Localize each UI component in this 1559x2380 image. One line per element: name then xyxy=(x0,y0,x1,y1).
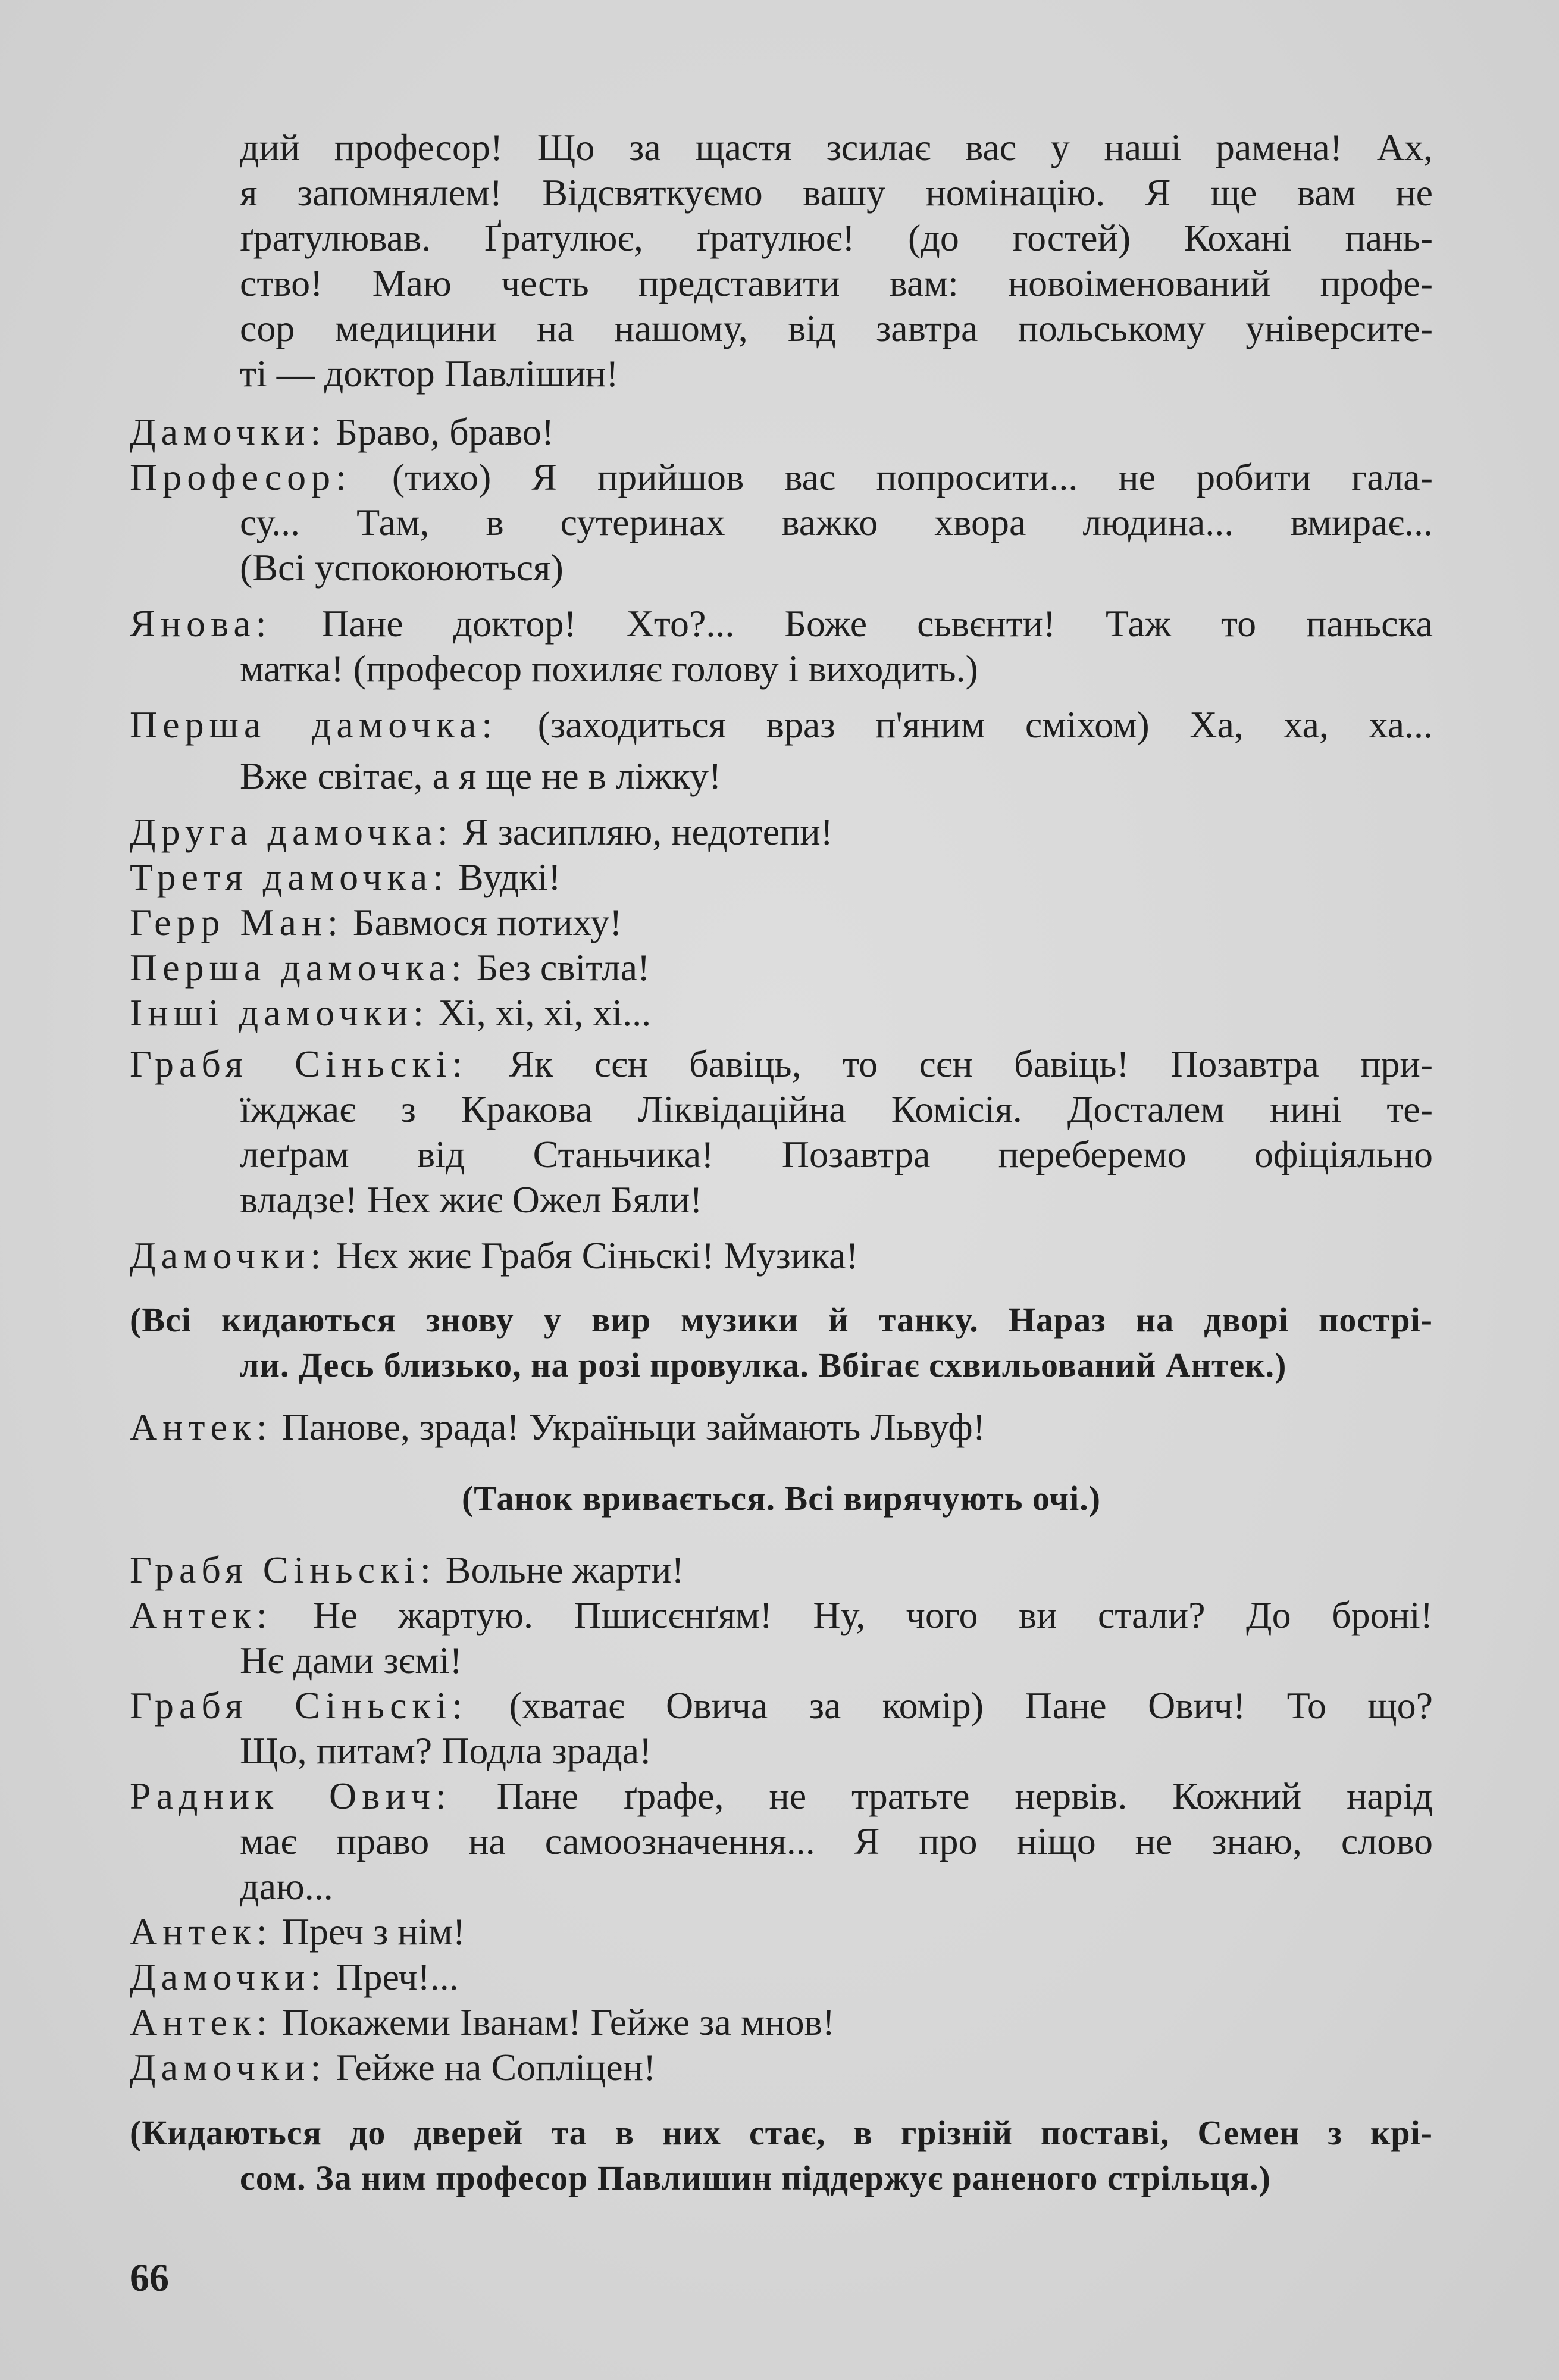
speech: Пане доктор! Хто?... Боже сьвєнти! Таж то паньска xyxy=(321,602,1433,645)
dialogue-line xyxy=(130,2045,656,2090)
speech: Нєх жиє Грабя Сіньскі! Музика! xyxy=(336,1234,859,1277)
speaker-name: Антек: xyxy=(130,1910,273,1953)
text-line: матка! (професор похиляє голову і виходить.) xyxy=(240,648,978,690)
speech: (хватає Овича за комір) Пане Ович! То що? xyxy=(509,1684,1433,1727)
speaker-name: Грабя Сіньскі: xyxy=(130,1549,436,1591)
speech: Вудкі! xyxy=(458,856,561,898)
dialogue-line xyxy=(130,990,651,1036)
text-line: Що, питам? Подла зрада! xyxy=(240,1730,652,1772)
text-line: ство! Маю честь представити вам: новоіменований профе- xyxy=(240,262,1433,304)
dialogue-line xyxy=(130,2000,835,2045)
text-line: Нє дами зємі! xyxy=(240,1639,462,1681)
dialogue-line xyxy=(130,809,833,855)
speaker-name: Антек: xyxy=(130,1406,273,1448)
text-line: ті — доктор Павлішин! xyxy=(240,352,619,395)
speaker-name: Антек: xyxy=(130,2001,273,2043)
text-line: сор медицини на нашому, від завтра польському університе- xyxy=(240,307,1433,349)
text-line: Вже світає, а я ще не в ліжку! xyxy=(240,755,722,797)
dialogue-line xyxy=(130,1954,459,2000)
dialogue-line xyxy=(130,601,1433,646)
speaker-name: Дамочки: xyxy=(130,1234,327,1277)
stage-direction: (Кидаються до дверей та в них стає, в грізній поставі, Семен з крі- xyxy=(130,2113,1433,2152)
stage-direction: ли. Десь близько, на розі провулка. Вбігає схвильований Антек.) xyxy=(240,1346,1287,1384)
speech: Бавмося потиху! xyxy=(352,901,622,943)
dialogue-line xyxy=(130,1774,1433,1819)
speaker-name: Дамочки: xyxy=(130,1956,327,1998)
dialogue-line xyxy=(130,945,650,990)
speech: Не жартую. Пшисєнґям! Ну, чого ви стали? До броні! xyxy=(313,1594,1433,1636)
dialogue-line xyxy=(130,455,1433,500)
page-number: 66 xyxy=(130,2256,169,2300)
dialogue-line xyxy=(130,1042,1433,1087)
speech: Браво, браво! xyxy=(336,411,555,453)
speech: Вольне жарти! xyxy=(445,1549,684,1591)
text-line: я запомнялем! Відсвяткуємо вашу номінацію. Я ще вам не xyxy=(240,171,1433,214)
speaker-name: Перша дамочка: xyxy=(130,946,467,989)
dialogue-line xyxy=(130,409,554,455)
speaker-name: Третя дамочка: xyxy=(130,856,449,898)
text-line: дий професор! Що за щастя зсилає вас у наші рамена! Ах, xyxy=(240,126,1433,168)
speaker-name: Грабя Сіньскі: xyxy=(130,1684,468,1727)
dialogue-line xyxy=(130,1593,1433,1638)
text-line: леґрам від Станьчика! Позавтра переберемо офіціяльно xyxy=(240,1133,1433,1175)
speech: Хі, хі, хі, хі... xyxy=(438,992,652,1034)
stage-direction: (Всі кидаються знову у вир музики й танку. Нараз на дворі пострі- xyxy=(130,1300,1433,1339)
speech: Покажеми Іванам! Гейже за мнов! xyxy=(281,2001,835,2043)
dialogue-line xyxy=(130,900,622,945)
dialogue-line xyxy=(130,1547,684,1593)
speaker-name: Перша дамочка: xyxy=(130,703,498,746)
speech: Панове, зрада! Україньци займають Львуф! xyxy=(281,1406,986,1448)
speech: Я засипляю, недотепи! xyxy=(462,811,833,853)
speech: (тихо) Я прийшов вас попросити... не робити гала- xyxy=(392,456,1433,498)
stage-direction: сом. За ним професор Павлишин піддержує раненого стрільця.) xyxy=(240,2159,1271,2197)
speaker-name: Радник Ович: xyxy=(130,1775,452,1817)
speaker-name: Янова: xyxy=(130,602,272,645)
speaker-name: Дамочки: xyxy=(130,2046,327,2088)
speaker-name: Грабя Сіньскі: xyxy=(130,1043,468,1085)
speech: Преч з нім! xyxy=(281,1910,466,1953)
dialogue-line xyxy=(130,1909,465,1954)
text-line: має право на самоозначення... Я про ніщо не знаю, слово xyxy=(240,1820,1433,1862)
speech: Без світла! xyxy=(476,946,650,989)
speech: (заходиться враз п'яним сміхом) Ха, ха, ха... xyxy=(537,703,1433,746)
speech: Пане ґрафе, не тратьте нервів. Кожний нарід xyxy=(496,1775,1433,1817)
speaker-name: Герр Ман: xyxy=(130,901,343,943)
speaker-name: Професор: xyxy=(130,456,352,498)
speaker-name: Друга дамочка: xyxy=(130,811,453,853)
text-line: даю... xyxy=(240,1865,333,1907)
text-line: (Всі успокоюються) xyxy=(240,546,564,589)
text-line: владзе! Нех жиє Ожел Бяли! xyxy=(240,1178,703,1221)
text-line: ґратулював. Ґратулює, ґратулює! (до гостей) Кохані пань- xyxy=(240,217,1433,259)
text-line: їжджає з Кракова Ліквідаційна Комісія. Досталем нині те- xyxy=(240,1088,1433,1130)
dialogue-line xyxy=(130,1683,1433,1728)
speech: Як сєн бавіць, то сєн бавіць! Позавтра при- xyxy=(509,1043,1433,1085)
text-line: су... Там, в сутеринах важко хвора людина... вмирає... xyxy=(240,501,1433,543)
dialogue-line xyxy=(130,1405,985,1450)
dialogue-line xyxy=(130,1233,859,1278)
speech: Преч!... xyxy=(336,1956,459,1998)
speaker-name: Дамочки: xyxy=(130,411,327,453)
stage-direction: (Танок вривається. Всі вирячують очі.) xyxy=(461,1479,1101,1518)
speech: Гейже на Сопліцен! xyxy=(336,2046,656,2088)
speaker-name: Антек: xyxy=(130,1594,273,1636)
speaker-name: Інші дамочки: xyxy=(130,992,429,1034)
dialogue-line xyxy=(130,702,1433,748)
dialogue-line xyxy=(130,855,561,900)
